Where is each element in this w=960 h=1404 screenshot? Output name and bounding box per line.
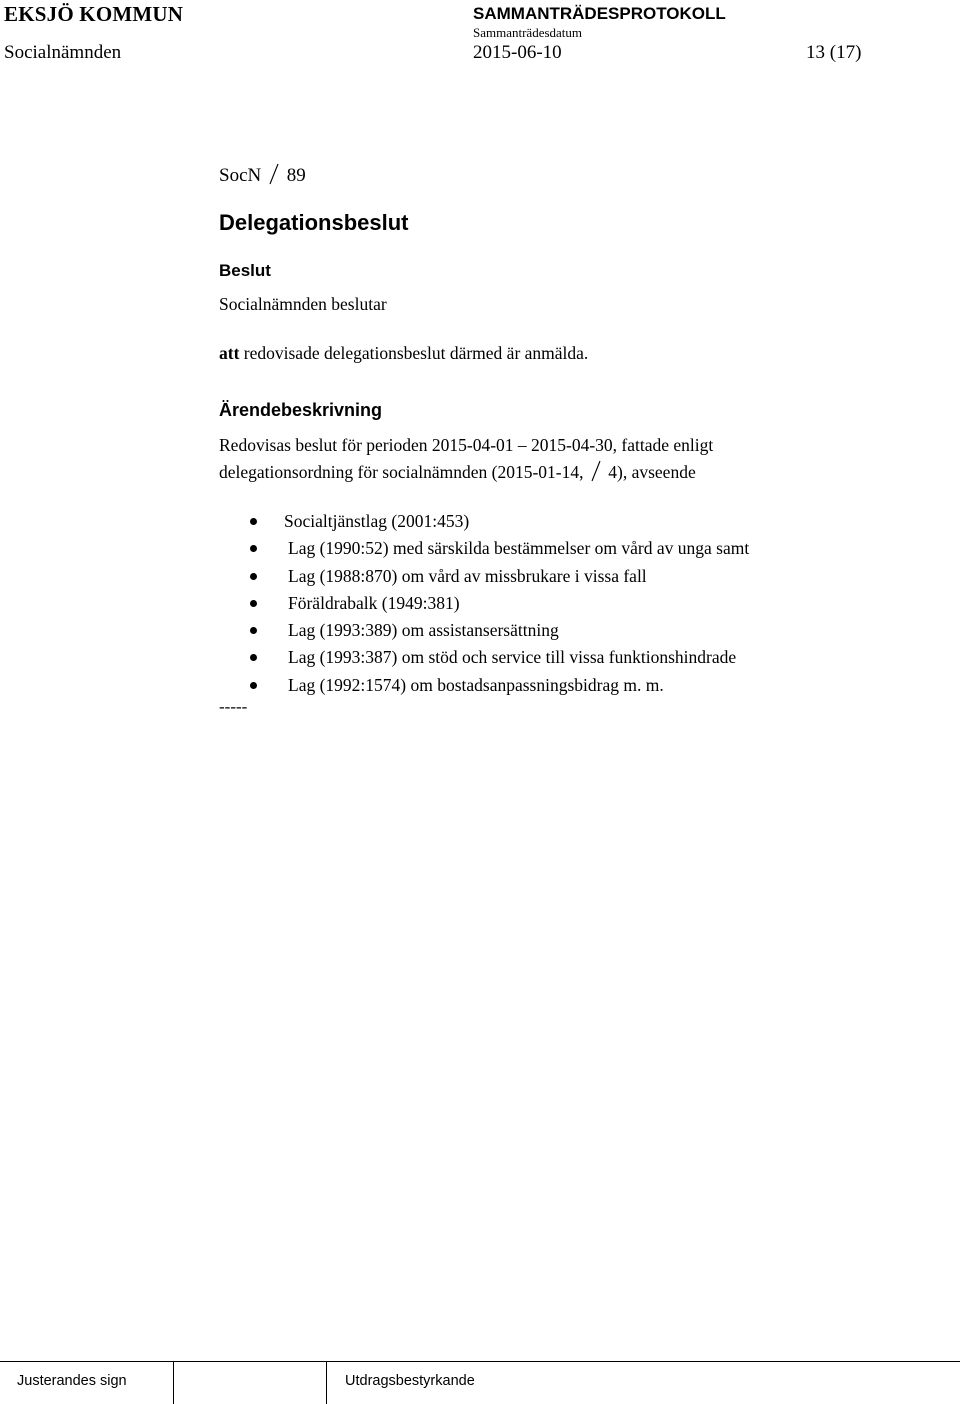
list-item-text: Lag (1992:1574) om bostadsanpassningsbidrag m. m.: [288, 674, 664, 695]
bullet-icon: [250, 545, 257, 552]
organization-name: EKSJÖ KOMMUN: [4, 2, 184, 26]
section-end-marker: -----: [219, 697, 248, 716]
certified-label: Utdragsbestyrkande: [345, 1373, 475, 1389]
bullet-icon: [250, 682, 257, 689]
footer-column-divider: [173, 1362, 174, 1404]
list-item-text: Lag (1990:52) med särskilda bestämmelser om vård av unga samt: [288, 538, 750, 559]
footer-column-divider: [326, 1362, 327, 1404]
section-sign-icon: [268, 162, 280, 186]
list-item-text: Lag (1988:870) om vård av missbrukare i vissa fall: [288, 565, 647, 586]
bullet-icon: [250, 600, 257, 607]
list-item-text: Lag (1993:387) om stöd och service till vissa funktionshindrade: [288, 647, 737, 668]
bullet-icon: [250, 518, 257, 525]
document-type: SAMMANTRÄDESPROTOKOLL: [473, 4, 726, 23]
bullet-icon: [250, 573, 257, 580]
att-keyword: att: [219, 343, 240, 363]
list-item-text: Socialtjänstlag (2001:453): [284, 511, 470, 531]
bullet-icon: [250, 627, 257, 634]
decision-heading: Beslut: [219, 261, 271, 280]
description-heading: Ärendebeskrivning: [219, 400, 383, 420]
list-item-text: Lag (1993:389) om assistansersättning: [288, 620, 559, 641]
decision-text: [219, 343, 588, 364]
description-period-dash: –: [517, 435, 527, 455]
description-subject: 4), avseende: [608, 462, 696, 482]
description-line-1: [219, 435, 713, 456]
description-delegation: delegationsordning för socialnämnden (2015-01-14,: [219, 462, 584, 482]
bullet-icon: [250, 654, 257, 661]
paragraph-number: 89: [286, 165, 306, 186]
committee-name: Socialnämnden: [4, 42, 122, 63]
decision-clause: redovisade delegationsbeslut därmed är anmälda.: [243, 343, 589, 363]
page-number: 13 (17): [806, 42, 862, 63]
list-item-text: Föräldrabalk (1949:381): [288, 592, 460, 613]
description-period-end: 2015-04-30, fattade enligt: [531, 435, 714, 455]
paragraph-prefix: SocN: [219, 165, 262, 186]
paragraph-reference: [219, 162, 306, 187]
description-line-2: [219, 459, 696, 483]
section-sign-icon: [590, 459, 602, 483]
meeting-date-label: Sammanträdesdatum: [473, 25, 583, 40]
meeting-date: 2015-06-10: [473, 42, 562, 63]
decision-intro: Socialnämnden beslutar: [219, 294, 387, 314]
signature-label: Justerandes sign: [17, 1373, 127, 1389]
description-period-start: Redovisas beslut för perioden 2015-04-01: [219, 435, 514, 455]
footer-divider: [0, 1361, 960, 1362]
page-title: Delegationsbeslut: [219, 210, 409, 235]
